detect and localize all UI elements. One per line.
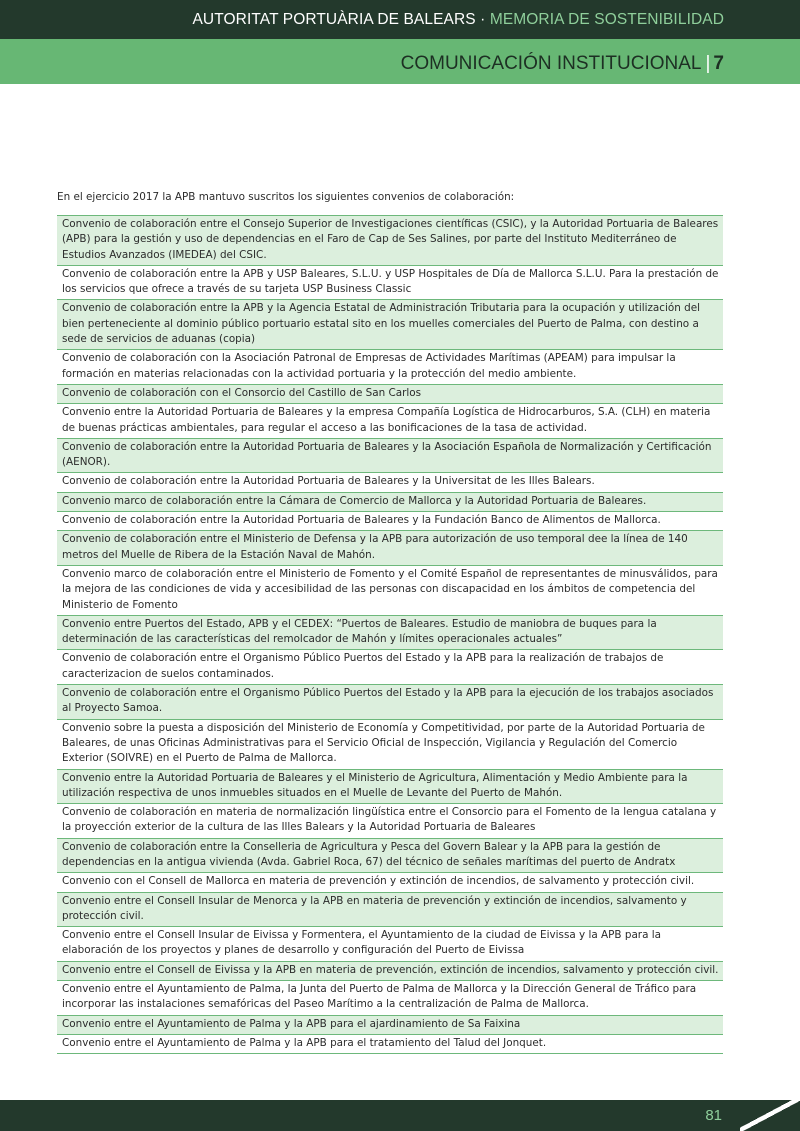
table-row: Convenio de colaboración entre el Organismo Público Puertos del Estado y la APB para la ejecución de los trabajos asociados al Proyecto Samoa. <box>57 685 723 720</box>
footer-diagonal-stripe <box>740 1100 800 1131</box>
table-row: Convenio sobre la puesta a disposición del Ministerio de Economía y Competitividad, por parte de la Autoridad Portuaria de Baleares, de unas Oficinas Administrativas para el Servicio Oficial de Inspección, Vigilancia y Regulación del Comercio Exterior (SOIVRE) en el Puerto de Palma de Mallorca. <box>57 720 723 770</box>
table-row: Convenio con el Consell de Mallorca en materia de prevención y extinción de incendios, de salvamento y protección civil. <box>57 873 723 892</box>
page-number: 81 <box>705 1107 722 1124</box>
table-row: Convenio entre el Consell Insular de Eivissa y Formentera, el Ayuntamiento de la ciudad de Eivissa y la APB para la elaboración de los proyectos y planes de desarrollo y configuración del Puerto de Eivissa <box>57 927 723 962</box>
table-row: Convenio de colaboración entre la Autoridad Portuaria de Baleares y la Asociación Española de Normalización y Certificación (AENOR). <box>57 439 723 474</box>
table-row: Convenio marco de colaboración entre la Cámara de Comercio de Mallorca y la Autoridad Portuaria de Baleares. <box>57 493 723 512</box>
agreements-table <box>57 215 723 1054</box>
table-row: Convenio entre el Consell de Eivissa y la APB en materia de prevención, extinción de incendios, salvamento y protección civil. <box>57 962 723 981</box>
table-row: Convenio de colaboración entre el Organismo Público Puertos del Estado y la APB para la realización de trabajos de caracterizacion de suelos contaminados. <box>57 650 723 685</box>
table-row: Convenio de colaboración con la Asociación Patronal de Empresas de Actividades Marítimas (APEAM) para impulsar la formación en materias relacionadas con la actividad portuaria y la protección del medio ambiente. <box>57 350 723 385</box>
header-separator: · <box>480 11 486 28</box>
report-title: MEMORIA DE SOSTENIBILIDAD <box>489 11 724 28</box>
table-row: Convenio entre el Consell Insular de Menorca y la APB en materia de prevención y extinción de incendios, salvamento y protección civil. <box>57 893 723 928</box>
table-row: Convenio de colaboración entre la Autoridad Portuaria de Baleares y la Fundación Banco de Alimentos de Mallorca. <box>57 512 723 531</box>
section-number: 7 <box>713 53 724 74</box>
table-row: Convenio de colaboración entre el Ministerio de Defensa y la APB para autorización de uso temporal dee la línea de 140 metros del Muelle de Ribera de la Estación Naval de Mahón. <box>57 531 723 566</box>
section-divider: | <box>705 53 711 74</box>
section-header-bar <box>0 39 800 84</box>
table-row: Convenio marco de colaboración entre el Ministerio de Fomento y el Comité Español de representantes de minusválidos, para la mejora de las condiciones de vida y accesibilidad de las personas con discapacidad en los ámbitos de competencia del Ministerio de Fomento <box>57 566 723 616</box>
section-heading <box>401 53 724 75</box>
header-org-line <box>192 11 724 29</box>
table-row: Convenio de colaboración en materia de normalización lingüística entre el Consorcio para el Fomento de la lengua catalana y la proyección exterior de la cultura de las Illes Balears y la Autoridad Portuaria de Baleares <box>57 804 723 839</box>
intro-paragraph: En el ejercicio 2017 la APB mantuvo suscritos los siguientes convenios de colaboración: <box>57 191 515 203</box>
table-row: Convenio entre la Autoridad Portuaria de Baleares y la empresa Compañía Logística de Hidrocarburos, S.A. (CLH) en materia de buenas prácticas ambientales, para regular el acceso a las bonificaciones de la tasa de actividad. <box>57 404 723 439</box>
table-row: Convenio entre Puertos del Estado, APB y el CEDEX: “Puertos de Baleares. Estudio de maniobra de buques para la determinación de las características del remolcador de Mahón y límites operacionales actuales” <box>57 616 723 651</box>
table-row: Convenio de colaboración con el Consorcio del Castillo de San Carlos <box>57 385 723 404</box>
table-row: Convenio entre la Autoridad Portuaria de Baleares y el Ministerio de Agricultura, Alimentación y Medio Ambiente para la utilización respectiva de unos inmuebles situados en el Muelle de Levante del Puerto de Mahón. <box>57 770 723 805</box>
footer-bar <box>0 1100 800 1131</box>
table-row: Convenio entre el Ayuntamiento de Palma, la Junta del Puerto de Palma de Mallorca y la Dirección General de Tráfico para incorporar las instalaciones semafóricas del Paseo Marítimo a la centralización de Palma de Mallorca. <box>57 981 723 1016</box>
table-row: Convenio de colaboración entre la APB y USP Baleares, S.L.U. y USP Hospitales de Día de Mallorca S.L.U. Para la prestación de los servicios que ofrece a través de su tarjeta USP Business Classic <box>57 266 723 301</box>
table-row: Convenio de colaboración entre la Autoridad Portuaria de Baleares y la Universitat de les Illes Balears. <box>57 473 723 492</box>
table-row: Convenio de colaboración entre el Consejo Superior de Investigaciones científicas (CSIC), y la Autoridad Portuaria de Baleares (APB) para la gestión y uso de dependencias en el Faro de Cap de Ses Salines, por parte del Instituto Mediterráneo de Estudios Avanzados (IMEDEA) del CSIC. <box>57 216 723 266</box>
top-header-bar <box>0 0 800 39</box>
section-title: COMUNICACIÓN INSTITUCIONAL <box>400 53 702 74</box>
table-row: Convenio de colaboración entre la APB y la Agencia Estatal de Administración Tributaria para la ocupación y utilización del bien perteneciente al dominio público portuario estatal sito en los muelles comerciales del Puerto de Palma, con destino a sede de servicios de aduanas (copia) <box>57 300 723 350</box>
table-row: Convenio de colaboración entre la Conselleria de Agricultura y Pesca del Govern Balear y la APB para la gestión de dependencias en la antigua vivienda (Avda. Gabriel Roca, 67) del técnico de señales marítimas del puerto de Andratx <box>57 839 723 874</box>
table-row: Convenio entre el Ayuntamiento de Palma y la APB para el tratamiento del Talud del Jonquet. <box>57 1035 723 1054</box>
organization-name: AUTORITAT PORTUÀRIA DE BALEARS <box>192 11 476 28</box>
table-row: Convenio entre el Ayuntamiento de Palma y la APB para el ajardinamiento de Sa Faixina <box>57 1016 723 1035</box>
